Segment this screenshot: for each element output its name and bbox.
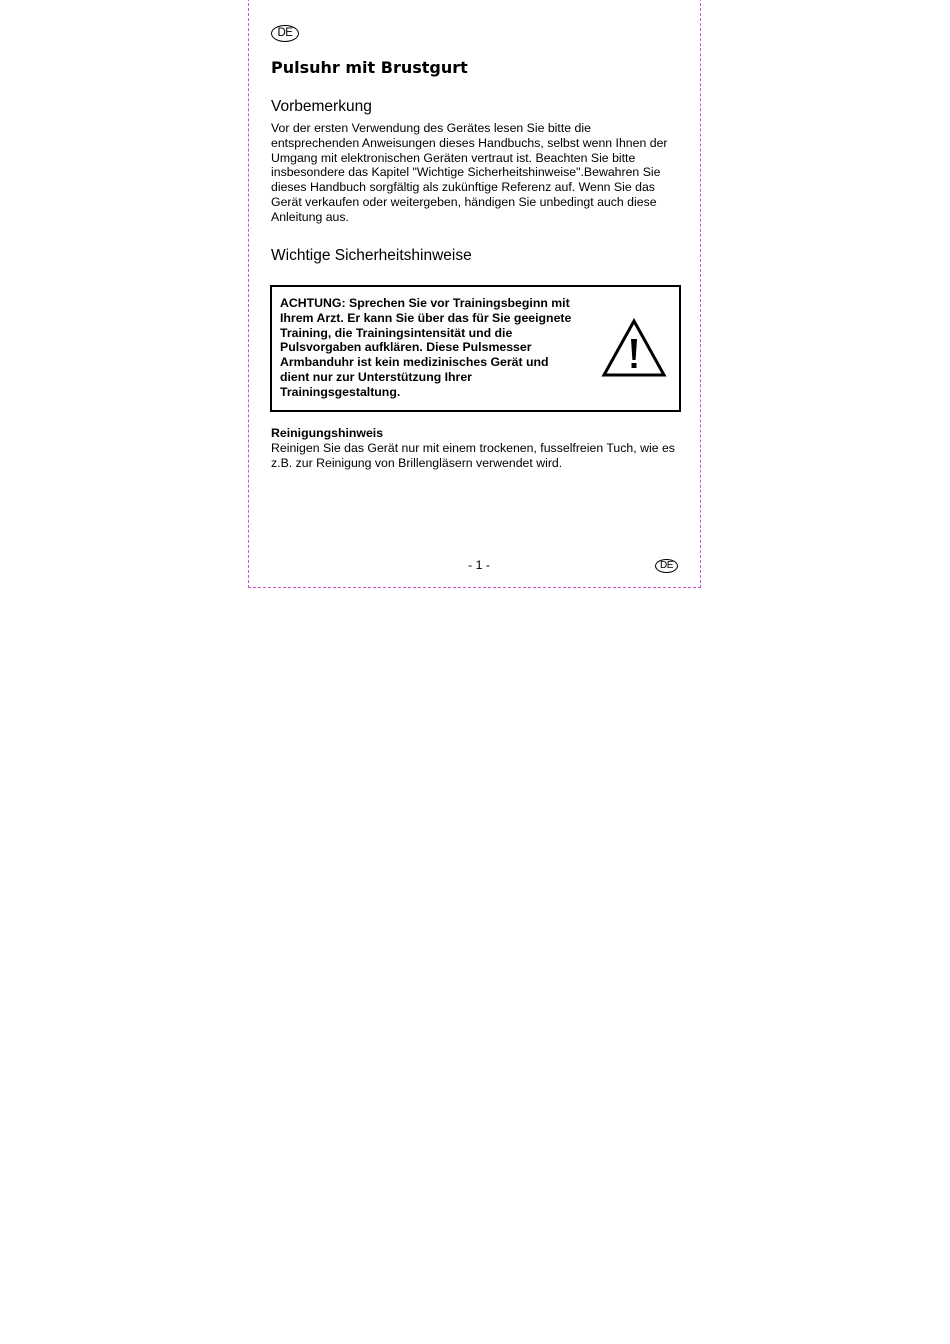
document-title: Pulsuhr mit Brustgurt	[271, 58, 468, 77]
language-badge-top: DE	[271, 25, 299, 42]
paragraph-reinigungshinweis: Reinigen Sie das Gerät nur mit einem trockenen, fusselfreien Tuch, wie es z.B. zur Reinigung von Brillengläsern verwendet wird.	[271, 441, 675, 470]
warning-box	[270, 285, 681, 412]
heading-reinigungshinweis: Reinigungshinweis	[271, 426, 384, 440]
warning-text: ACHTUNG: Sprechen Sie vor Trainingsbeginn mit Ihrem Arzt. Er kann Sie über das für Sie geeignete Training, die Trainingsintensität und die Pulsvorgaben aufklären. Diese Pulsmesser Armbanduhr ist kein medizinisches Gerät und dient nur zur Unterstützung Ihrer Trainingsgestaltung.	[280, 296, 572, 399]
paragraph-vorbemerkung: Vor der ersten Verwendung des Gerätes lesen Sie bitte die entsprechenden Anweisungen dieses Handbuchs, selbst wenn Ihnen der Umgang mit elektronischen Geräten vertraut ist. Beachten Sie bitte insbesondere das Kapitel "Wichtige Sicherheitshinweise".Bewahren Sie dieses Handbuch sorgfältig als zukünftige Referenz auf. Wenn Sie das Gerät verkaufen oder weitergeben, händigen Sie unbedingt auch diese Anleitung aus.	[271, 121, 668, 224]
heading-vorbemerkung: Vorbemerkung	[271, 98, 372, 115]
warning-triangle-icon	[601, 318, 667, 378]
heading-sicherheitshinweise: Wichtige Sicherheitshinweise	[271, 247, 472, 264]
page-number: - 1 -	[468, 558, 490, 572]
language-badge-bottom: DE	[655, 559, 678, 573]
